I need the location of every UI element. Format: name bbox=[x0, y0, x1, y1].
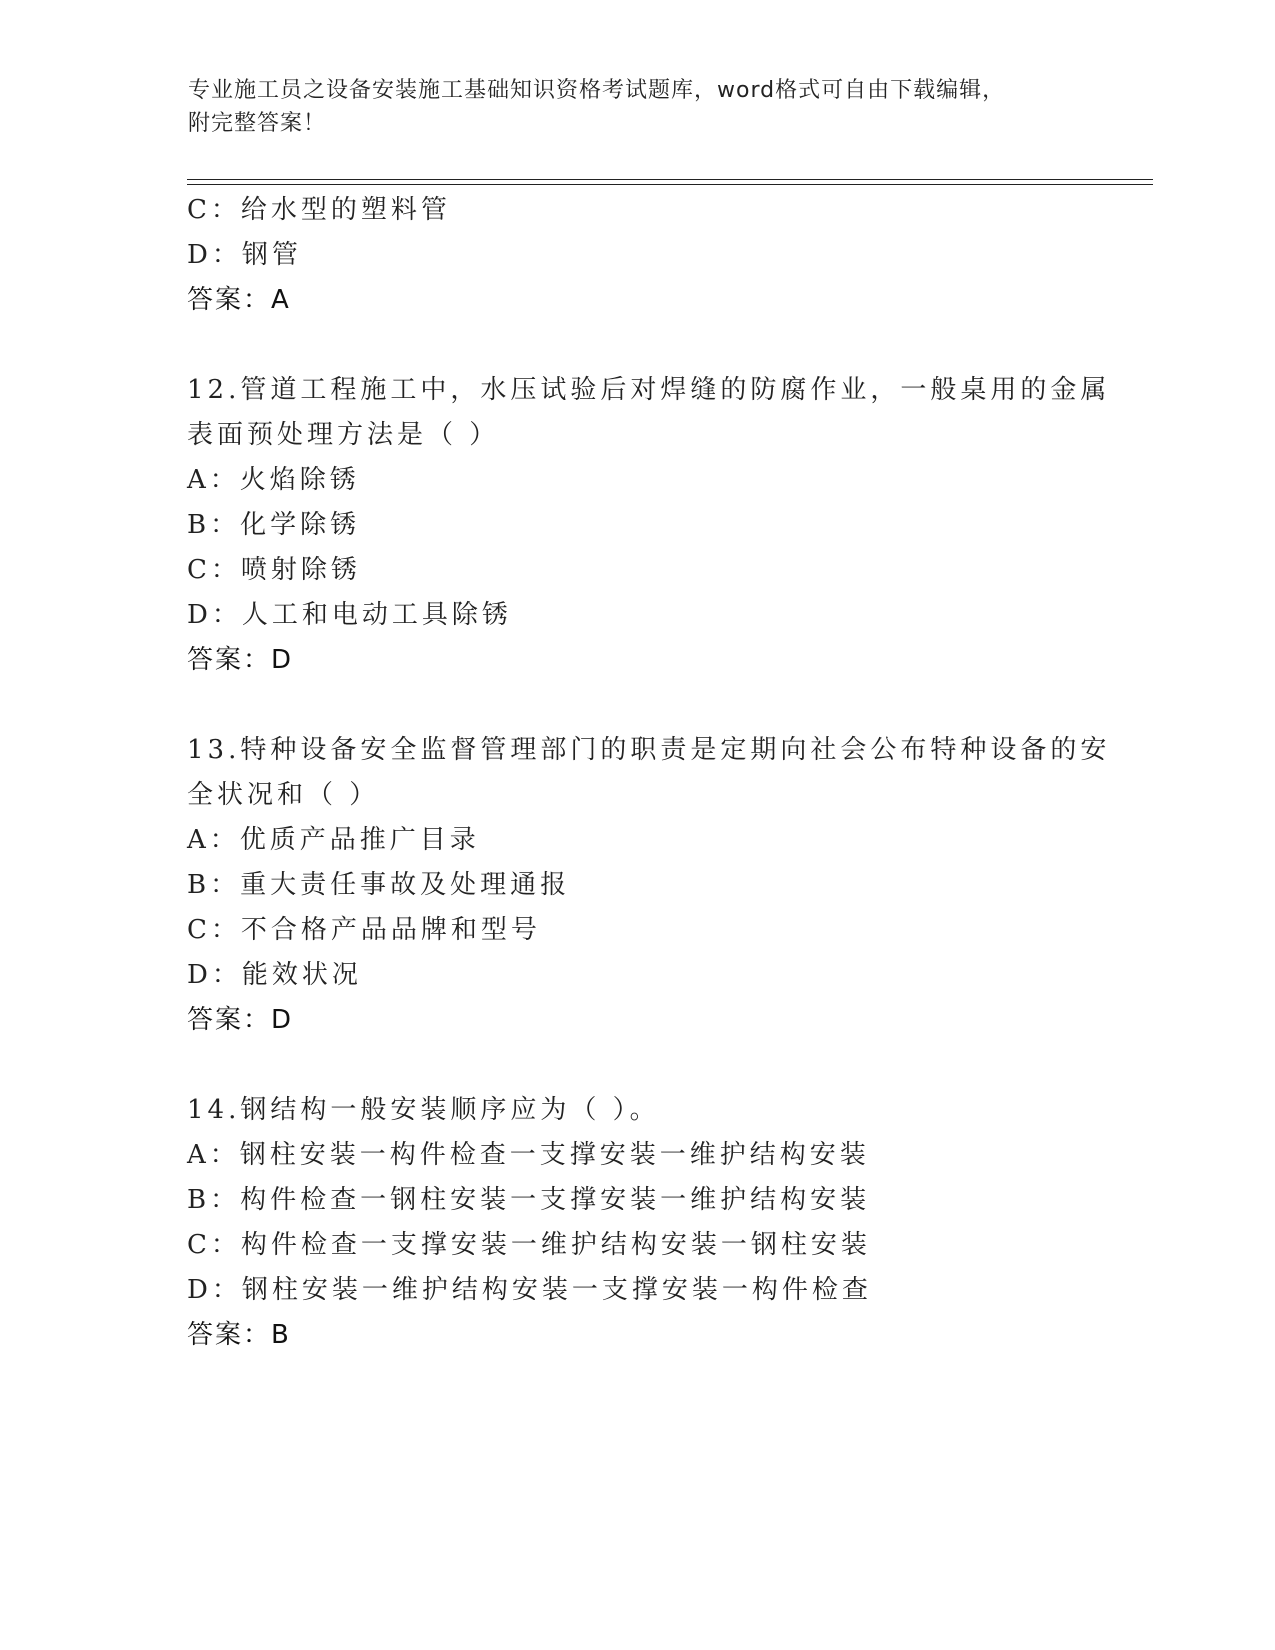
q12-answer: 答案：D bbox=[187, 645, 294, 675]
q13-option-b: B：重大责任事故及处理通报 bbox=[187, 870, 571, 900]
q13-answer: 答案：D bbox=[187, 1005, 294, 1035]
q14-text: 14.钢结构一般安装顺序应为（ ）。 bbox=[187, 1095, 660, 1125]
q13-option-d: D：能效状况 bbox=[187, 960, 362, 990]
page-header bbox=[188, 74, 1088, 140]
q12-option-d: D：人工和电动工具除锈 bbox=[187, 600, 512, 630]
prev-answer: 答案：A bbox=[187, 285, 291, 315]
q14-option-c: C：构件检查一支撑安装一维护结构安装一钢柱安装 bbox=[187, 1230, 871, 1260]
q12-text-line-1: 12.管道工程施工中，水压试验后对焊缝的防腐作业，一般桌用的金属 bbox=[187, 375, 1111, 405]
q13-option-a: A：优质产品推广目录 bbox=[187, 825, 480, 855]
header-rule-bottom bbox=[187, 184, 1153, 185]
header-rule-top bbox=[187, 179, 1153, 180]
q12-option-b: B：化学除锈 bbox=[187, 510, 361, 540]
q12-option-c: C：喷射除锈 bbox=[187, 555, 361, 585]
prev-option-d: D：钢管 bbox=[187, 240, 302, 270]
q12-option-a: A：火焰除锈 bbox=[187, 465, 360, 495]
q13-text-line-2: 全状况和（ ） bbox=[187, 780, 380, 810]
q14-option-a: A：钢柱安装一构件检查一支撑安装一维护结构安装 bbox=[187, 1140, 870, 1170]
q14-option-d: D：钢柱安装一维护结构安装一支撑安装一构件检查 bbox=[187, 1275, 872, 1305]
prev-option-c: C：给水型的塑料管 bbox=[187, 195, 451, 225]
header-line-2: 附完整答案！ bbox=[188, 111, 327, 136]
q13-option-c: C：不合格产品品牌和型号 bbox=[187, 915, 541, 945]
q12-text-line-2: 表面预处理方法是（ ） bbox=[187, 420, 500, 450]
q14-option-b: B：构件检查一钢柱安装一支撑安装一维护结构安装 bbox=[187, 1185, 871, 1215]
q14-answer: 答案：B bbox=[187, 1320, 291, 1350]
header-line-1: 专业施工员之设备安装施工基础知识资格考试题库，word格式可自由下载编辑， bbox=[188, 78, 1006, 103]
q13-text-line-1: 13.特种设备安全监督管理部门的职责是定期向社会公布特种设备的安 bbox=[187, 735, 1111, 765]
